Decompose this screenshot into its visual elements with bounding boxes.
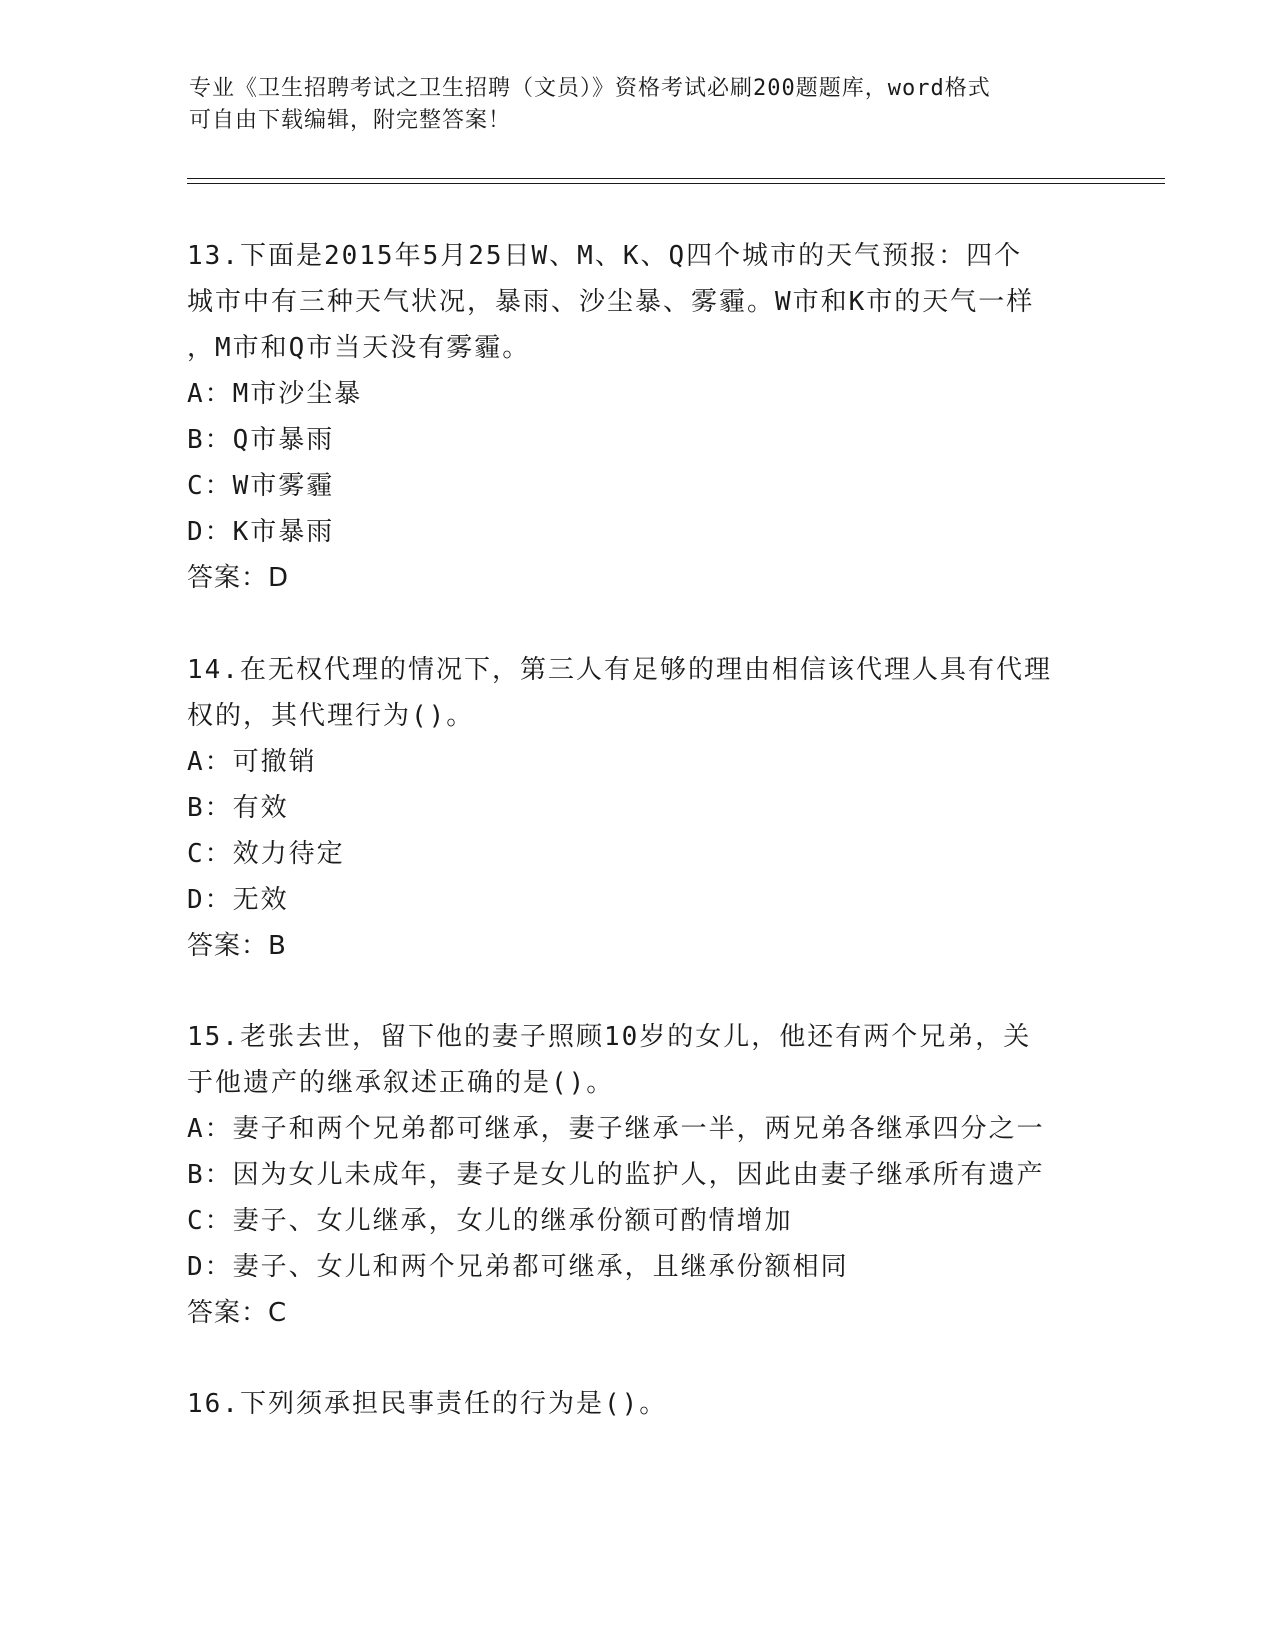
answer-label: 答案：B xyxy=(187,931,287,961)
question-stem-line: ，M市和Q市当天没有雾霾。 xyxy=(187,333,531,363)
question-13 xyxy=(187,233,1087,601)
header-title-line-1: 专业《卫生招聘考试之卫生招聘（文员）》资格考试必刷200题题库，word格式 xyxy=(189,76,991,101)
question-15 xyxy=(187,1014,1087,1336)
option-a: A：妻子和两个兄弟都可继承，妻子继承一半，两兄弟各继承四分之一 xyxy=(187,1114,1045,1144)
header-divider-bottom xyxy=(187,183,1165,184)
option-d: D：妻子、女儿和两个兄弟都可继承，且继承份额相同 xyxy=(187,1252,849,1282)
question-stem-line: 15.老张去世，留下他的妻子照顾10岁的女儿，他还有两个兄弟，关 xyxy=(187,1022,1032,1052)
question-stem-line: 城市中有三种天气状况，暴雨、沙尘暴、雾霾。W市和K市的天气一样 xyxy=(187,287,1035,317)
question-stem-line: 16.下列须承担民事责任的行为是()。 xyxy=(187,1389,668,1419)
question-14 xyxy=(187,647,1087,969)
option-b: B：Q市暴雨 xyxy=(187,425,335,455)
option-b: B：有效 xyxy=(187,793,289,823)
option-c: C：效力待定 xyxy=(187,839,345,869)
option-d: D：无效 xyxy=(187,885,289,915)
question-stem-line: 13.下面是2015年5月25日W、M、K、Q四个城市的天气预报：四个 xyxy=(187,241,1023,271)
option-d: D：K市暴雨 xyxy=(187,517,335,547)
question-16 xyxy=(187,1381,1087,1427)
option-a: A：M市沙尘暴 xyxy=(187,379,363,409)
answer-label: 答案：C xyxy=(187,1298,288,1328)
document-header xyxy=(189,73,1069,137)
option-c: C：W市雾霾 xyxy=(187,471,335,501)
option-c: C：妻子、女儿继承，女儿的继承份额可酌情增加 xyxy=(187,1206,793,1236)
option-b: B：因为女儿未成年，妻子是女儿的监护人，因此由妻子继承所有遗产 xyxy=(187,1160,1045,1190)
question-stem-line: 于他遗产的继承叙述正确的是()。 xyxy=(187,1068,615,1098)
option-a: A：可撤销 xyxy=(187,747,317,777)
answer-label: 答案：D xyxy=(187,563,290,593)
question-stem-line: 14.在无权代理的情况下，第三人有足够的理由相信该代理人具有代理 xyxy=(187,655,1052,685)
header-divider-top xyxy=(187,178,1165,179)
question-stem-line: 权的，其代理行为()。 xyxy=(187,701,475,731)
header-title-line-2: 可自由下载编辑，附完整答案！ xyxy=(189,108,512,133)
